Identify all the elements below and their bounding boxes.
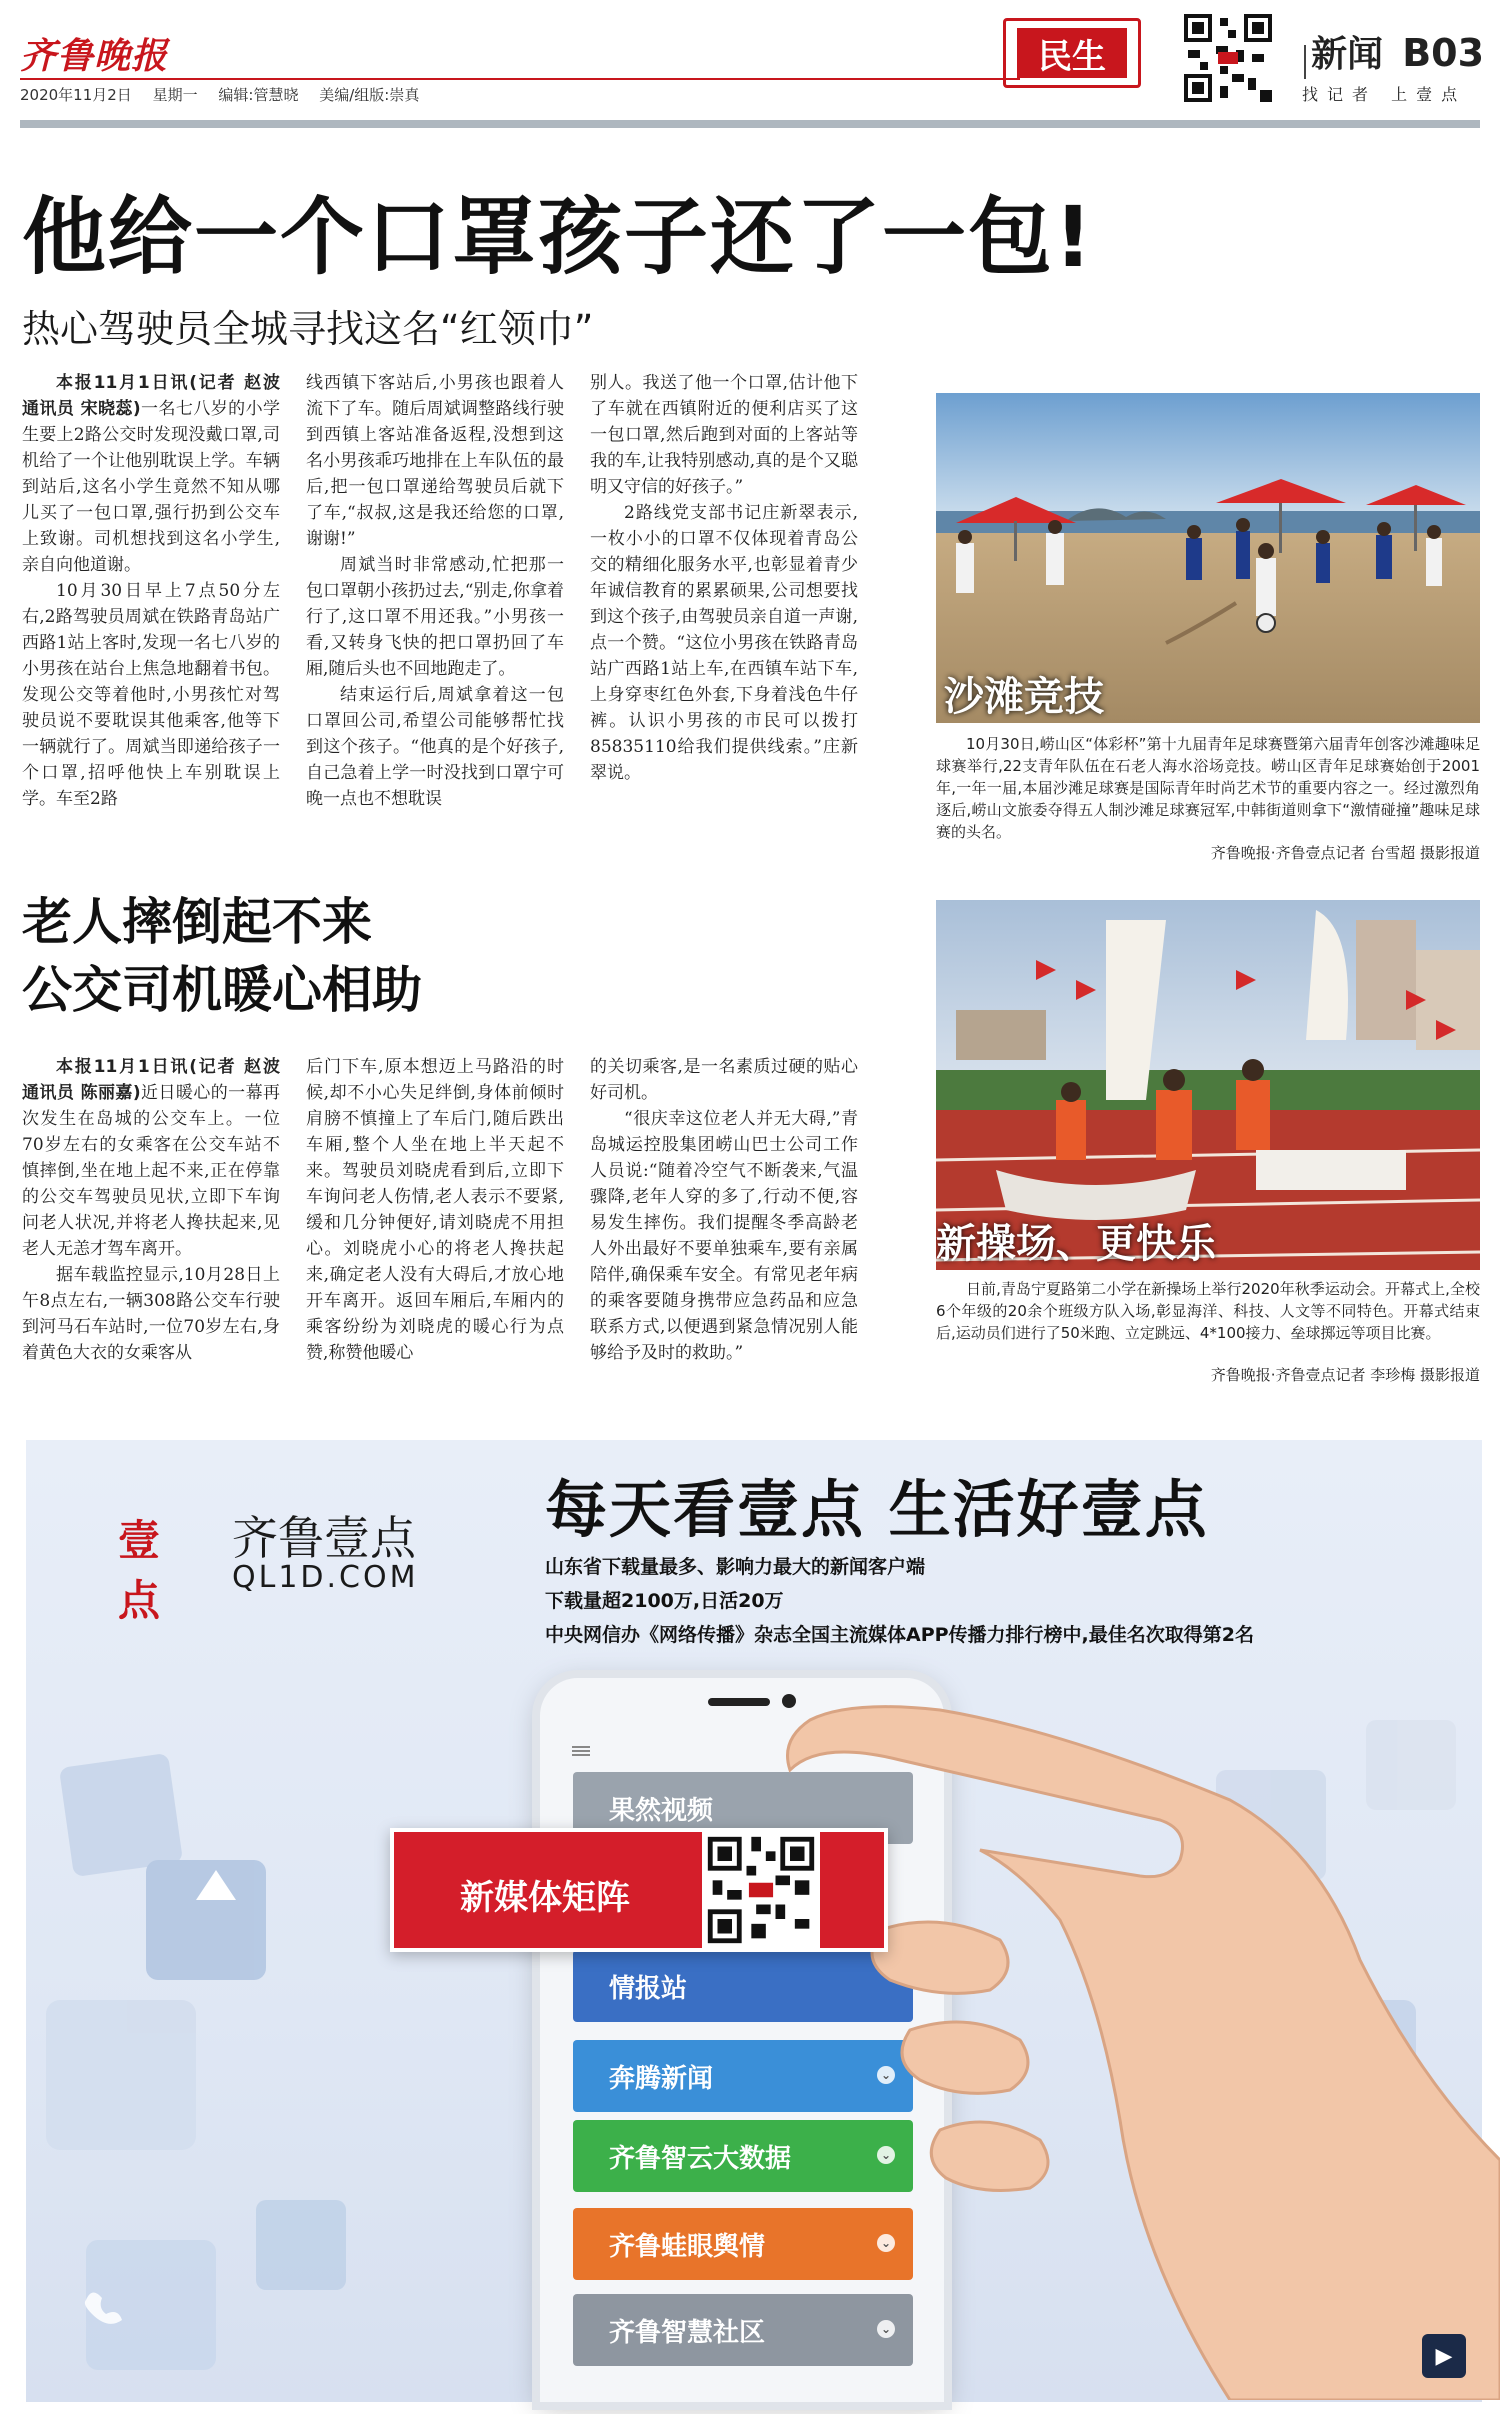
story1-headline: 他给一个口罩孩子还了一包! bbox=[22, 188, 1095, 286]
menu-item-wayan-yuqing[interactable]: 齐鲁蛙眼舆情 ⌄ bbox=[573, 2208, 913, 2280]
story2-column-2: 后门下车,原本想迈上马路沿的时候,却不小心失足绊倒,身体前倾时肩膀不慎撞上了车后门,随后跌出车厢,整个人坐在地上半天起不来。驾驶员刘晓虎看到后,立即下车询问老人伤情,老人表示不要紧,缓和几分钟便好,请刘晓虎不用担心。刘晓虎小心的将老人搀扶起来,确定老人没有大碍后,才放心地开车离开。返回车厢后,车厢内的乘客纷纷为刘晓虎的暖心行为点赞,称赞他暖心 bbox=[306, 1057, 564, 1363]
ad-slogan-title: 每天看壹点 生活好壹点 bbox=[545, 1473, 1209, 1546]
sports-meeting-photo bbox=[936, 900, 1480, 1270]
story1-byline: 本报11月1日讯(记者 赵波 通讯员 宋晓蕊) bbox=[22, 373, 280, 419]
beach-soccer-credit: 齐鲁晚报·齐鲁壹点记者 台雪超 摄影报道 bbox=[1210, 844, 1480, 862]
chevron-down-icon: ⌄ bbox=[877, 2146, 895, 2164]
new-media-matrix-label: 新媒体矩阵 bbox=[460, 1878, 630, 1918]
page-header bbox=[1296, 26, 1484, 79]
play-icon[interactable]: ▶ bbox=[1422, 2334, 1466, 2378]
qr-code-icon[interactable] bbox=[702, 1832, 820, 1948]
story1-column-3: 别人。我送了他一个口罩,估计他下了车就在西镇附近的便利店买了这一包口罩,然后跑到对面的上客站等我的车,让我特别感动,真的是个又聪明又守信的好孩子。” 2路线党支部书记庄新翠表示,一枚小小的口罩不仅体现着青岛公交的精细化服务水平,也彰显着青少年诚信教育的累累硕果,公司想要找到这个孩子,由驾驶员亲自道一声谢,点一个赞。“这位小男孩在铁路青岛站广西路1站上车,在西镇车站下车,上身穿枣红色外套,下身着浅色牛仔裤。认识小男孩的市民可以拨打85835110给我们提供线索。”庄新翠说。 bbox=[590, 373, 858, 783]
ad-tagline-2: 下载量超2100万,日活20万 bbox=[545, 1590, 784, 1612]
chevron-down-icon: ⌄ bbox=[877, 2234, 895, 2252]
menu-item-guoran-video[interactable]: 果然视频 bbox=[573, 1772, 913, 1844]
chevron-down-icon: ⌄ bbox=[877, 2320, 895, 2338]
section-label: 民生 bbox=[1017, 28, 1127, 78]
ad-tagline-3: 中央网信办《网络传播》杂志全国主流媒体APP传播力排行榜中,最佳名次取得第2名 bbox=[545, 1624, 1254, 1646]
page-label: 新闻 bbox=[1311, 34, 1384, 75]
beach-soccer-overlay-title: 沙滩竞技 bbox=[944, 674, 1104, 720]
section-tag bbox=[1003, 18, 1141, 88]
qr-code-icon[interactable] bbox=[1180, 10, 1276, 106]
menu-item-benteng-news[interactable]: 奔腾新闻 ⌄ bbox=[573, 2040, 913, 2112]
ad-tagline-1: 山东省下载量最多、影响力最大的新闻客户端 bbox=[545, 1556, 926, 1578]
editor-credit: 编辑:管慧晓 bbox=[218, 86, 299, 104]
page-code: B03 bbox=[1402, 31, 1485, 75]
chevron-down-icon: ⌄ bbox=[877, 2066, 895, 2084]
dateline bbox=[20, 84, 435, 105]
qlid-domain[interactable]: QL1D.COM bbox=[232, 1560, 419, 1595]
issue-date: 2020年11月2日 bbox=[20, 86, 132, 104]
header-rule bbox=[20, 120, 1480, 128]
newspaper-logo: 齐鲁晚报 bbox=[20, 35, 169, 77]
story2-byline: 本报11月1日讯(记者 赵波 通讯员 陈丽嘉) bbox=[22, 1057, 280, 1103]
layout-editor-credit: 美编/组版:崇真 bbox=[319, 86, 420, 104]
story2-column-1: 本报11月1日讯(记者 赵波 通讯员 陈丽嘉)近日暖心的一幕再次发生在岛城的公交车上。一位70岁左右的女乘客在公交车站不慎摔倒,坐在地上起不来,正在停靠的公交车驾驶员见状,立即下车询问老人状况,并将老人搀扶起来,见老人无恙才驾车离开。 据车载监控显示,10月28日上午8点左右,一辆308路公交车行驶到河马石车站时,一位70岁左右,身着黄色大衣的女乘客从 bbox=[22, 1057, 280, 1363]
qlid-brand-name: 齐鲁壹点 bbox=[232, 1511, 416, 1565]
qlid-logo-mark: 壹点 bbox=[118, 1516, 161, 1625]
menu-item-zhiyun-bigdata[interactable]: 齐鲁智云大数据 ⌄ bbox=[573, 2120, 913, 2192]
menu-item-smart-community[interactable]: 齐鲁智慧社区 ⌄ bbox=[573, 2294, 913, 2366]
beach-soccer-photo bbox=[936, 393, 1480, 723]
sports-meeting-caption: 日前,青岛宁夏路第二小学在新操场上举行2020年秋季运动会。开幕式上,全校6个年级的20余个班级方队入场,彰显海洋、科技、人文等不同特色。开幕式结束后,运动员们进行了50米跑、立定跳远、4*100接力、垒球掷远等项目比赛。 bbox=[936, 1280, 1480, 1342]
sports-meeting-credit: 齐鲁晚报·齐鲁壹点记者 李珍梅 摄影报道 bbox=[1210, 1366, 1480, 1384]
issue-weekday: 星期一 bbox=[152, 86, 198, 104]
masthead-rule bbox=[20, 78, 1020, 80]
hamburger-menu-icon[interactable] bbox=[572, 1744, 590, 1758]
hand-illustration bbox=[760, 1700, 1500, 2400]
story2-column-3: 的关切乘客,是一名素质过硬的贴心好司机。 “很庆幸这位老人并无大碍,”青岛城运控股集团崂山巴士公司工作人员说:“随着冷空气不断袭来,气温骤降,老年人穿的多了,行动不便,容易发生摔伤。我们提醒冬季高龄老人外出最好不要单独乘车,要有亲属陪伴,确保乘车安全。有常见老年病的乘客要随身携带应急药品和应急联系方式,以便遇到紧急情况别人能够给予及时的救助。” bbox=[590, 1057, 858, 1363]
beach-soccer-caption: 10月30日,崂山区“体彩杯”第十九届青年足球赛暨第六届青年创客沙滩趣味足球赛举行,22支青年队伍在石老人海水浴场竞技。崂山区青年足球赛始创于2001年,一年一届,本届沙滩足球赛是国际青年时尚艺术节的重要内容之一。经过激烈角逐后,崂山文旅委夺得五人制沙滩足球赛冠军,中韩街道则拿下“激情碰撞”趣味足球赛的头名。 bbox=[936, 735, 1480, 841]
story1-column-2: 线西镇下客站后,小男孩也跟着人流下了车。随后周斌调整路线行驶到西镇上客站准备返程,没想到这名小男孩乖巧地排在上车队伍的最后,把一包口罩递给驾驶员后就下了车,“叔叔,这是我还给您的口罩,谢谢!” 周斌当时非常感动,忙把那一包口罩朝小孩扔过去,“别走,你拿着行了,这口罩不用还我。”小男孩一看,又转身飞快的把口罩扔回了车厢,随后头也不回地跑走了。 结束运行后,周斌拿着这一包口罩回公司,希望公司能够帮忙找到这个孩子。“他真的是个好孩子,自己急着上学一时没找到口罩宁可晚一点也不想耽误 bbox=[306, 373, 564, 809]
header-slogan: 找记者 上壹点 bbox=[1302, 85, 1467, 104]
story1-column-1: 本报11月1日讯(记者 赵波 通讯员 宋晓蕊)一名七八岁的小学生要上2路公交时发现没戴口罩,司机给了一个让他别耽误上学。车辆到站后,这名小学生竟然不知从哪儿买了一包口罩,强行扔到公交车上致谢。司机想找到这名小学生,亲自向他道谢。 10月30日早上7点50分左右,2路驾驶员周斌在铁路青岛站广西路1站上客时,发现一名七八岁的小男孩在站台上焦急地翻着书包。发现公交等着他时,小男孩忙对驾驶员说不要耽误其他乘客,他等下一辆就行了。周斌当即递给孩子一个口罩,招呼他快上车别耽误上学。车至2路 bbox=[22, 373, 280, 809]
story1-subhead: 热心驾驶员全城寻找这名“红领巾” bbox=[22, 307, 594, 351]
sports-meeting-overlay-title: 新操场、更快乐 bbox=[936, 1221, 1216, 1267]
story2-headline: 老人摔倒起不来 公交司机暖心相助 bbox=[22, 893, 422, 1019]
menu-item-qingbaozhan[interactable]: 情报站 bbox=[573, 1950, 913, 2022]
